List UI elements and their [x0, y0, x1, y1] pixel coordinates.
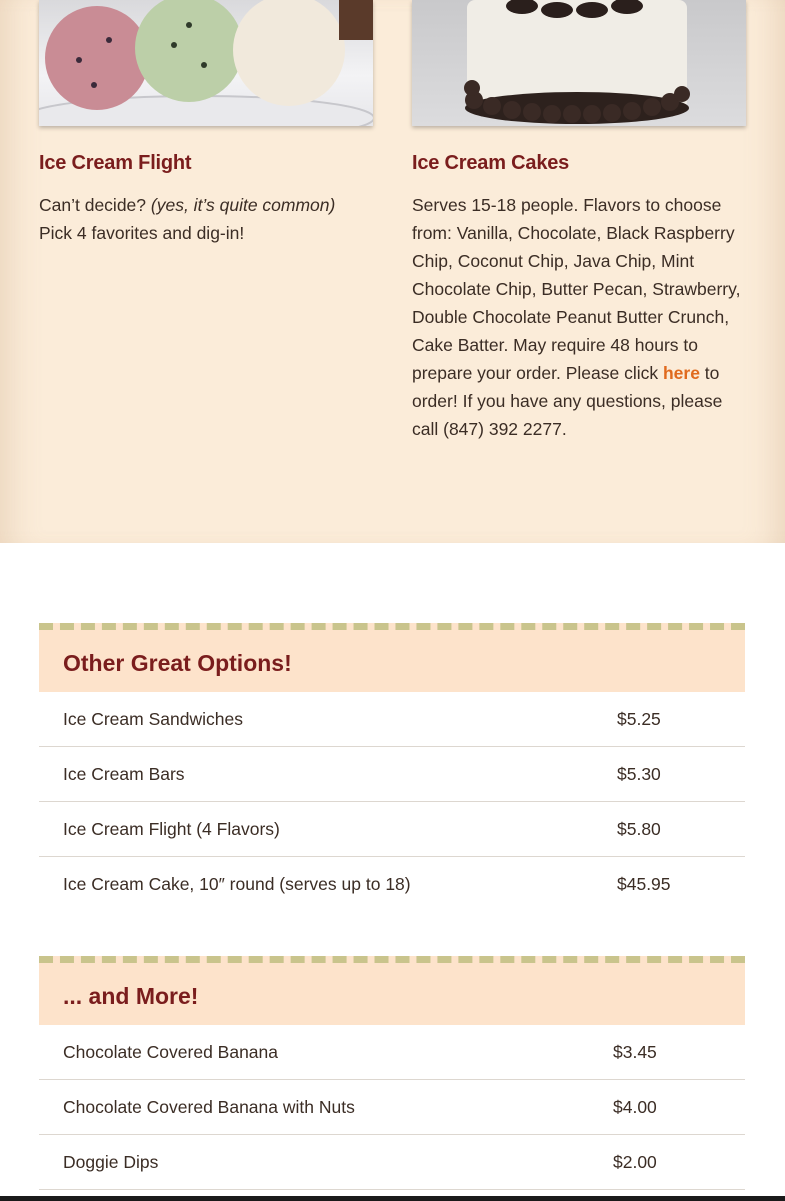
menu-section-other-options [39, 623, 745, 912]
card-ice-cream-flight [39, 0, 373, 243]
item-name: Ice Cream Bars [63, 764, 185, 784]
ice-cream-cake-image [412, 0, 746, 126]
item-name: Doggie Dips [63, 1152, 159, 1172]
ice-cream-cake-photo [412, 0, 746, 126]
section-title: Other Great Options! [63, 650, 292, 676]
item-price: $4.00 [613, 1097, 657, 1117]
item-price: $2.00 [613, 1152, 657, 1172]
ice-cream-flight-photo [39, 0, 373, 126]
menu-row [39, 1135, 745, 1190]
section-header [39, 956, 745, 1025]
order-here-link[interactable]: here [662, 363, 700, 383]
description-italic-text: (yes, it’s quite common) [150, 195, 336, 215]
footer-edge [0, 1196, 785, 1201]
card-title: Ice Cream Cakes [412, 152, 570, 174]
description-text-end: Pick 4 favorites and dig-in! [39, 223, 245, 243]
menu-row [39, 1080, 745, 1135]
item-price: $3.45 [613, 1042, 657, 1062]
card-ice-cream-cakes [412, 0, 746, 439]
menu-row [39, 1025, 745, 1080]
ice-cream-scoops-image [39, 0, 373, 126]
section-header [39, 623, 745, 692]
item-name: Chocolate Covered Banana with Nuts [63, 1097, 355, 1117]
description-text-end: to order! If you have any questions, please call (847) 392 2277. [412, 363, 723, 439]
menu-row [39, 692, 745, 747]
section-title: ... and More! [63, 983, 199, 1009]
menu-row [39, 802, 745, 857]
item-price: $5.80 [617, 819, 661, 839]
card-description [39, 191, 373, 247]
item-name: Ice Cream Sandwiches [63, 709, 243, 729]
menu-row [39, 857, 745, 912]
item-name: Ice Cream Flight (4 Flavors) [63, 819, 280, 839]
item-name: Ice Cream Cake, 10″ round (serves up to 18) [63, 874, 411, 894]
menu-row [39, 747, 745, 802]
description-text: Serves 15-18 people. Flavors to choose from: Vanilla, Chocolate, Black Raspberry Chip, Coconut Chip, Java Chip, Mint Chocolate Chip, Butter Pecan, Strawberry, Double Chocolate Peanut Butter Crunch, Cake Batter. May require 48 hours to prepare your order. Please click [412, 195, 741, 383]
card-description [412, 191, 746, 443]
item-price: $5.30 [617, 764, 661, 784]
card-title: Ice Cream Flight [39, 152, 192, 174]
item-price: $5.25 [617, 709, 661, 729]
menu-section-and-more [39, 956, 745, 1190]
item-name: Chocolate Covered Banana [63, 1042, 279, 1062]
item-price: $45.95 [617, 874, 671, 894]
description-text: Can’t decide? [39, 195, 151, 215]
